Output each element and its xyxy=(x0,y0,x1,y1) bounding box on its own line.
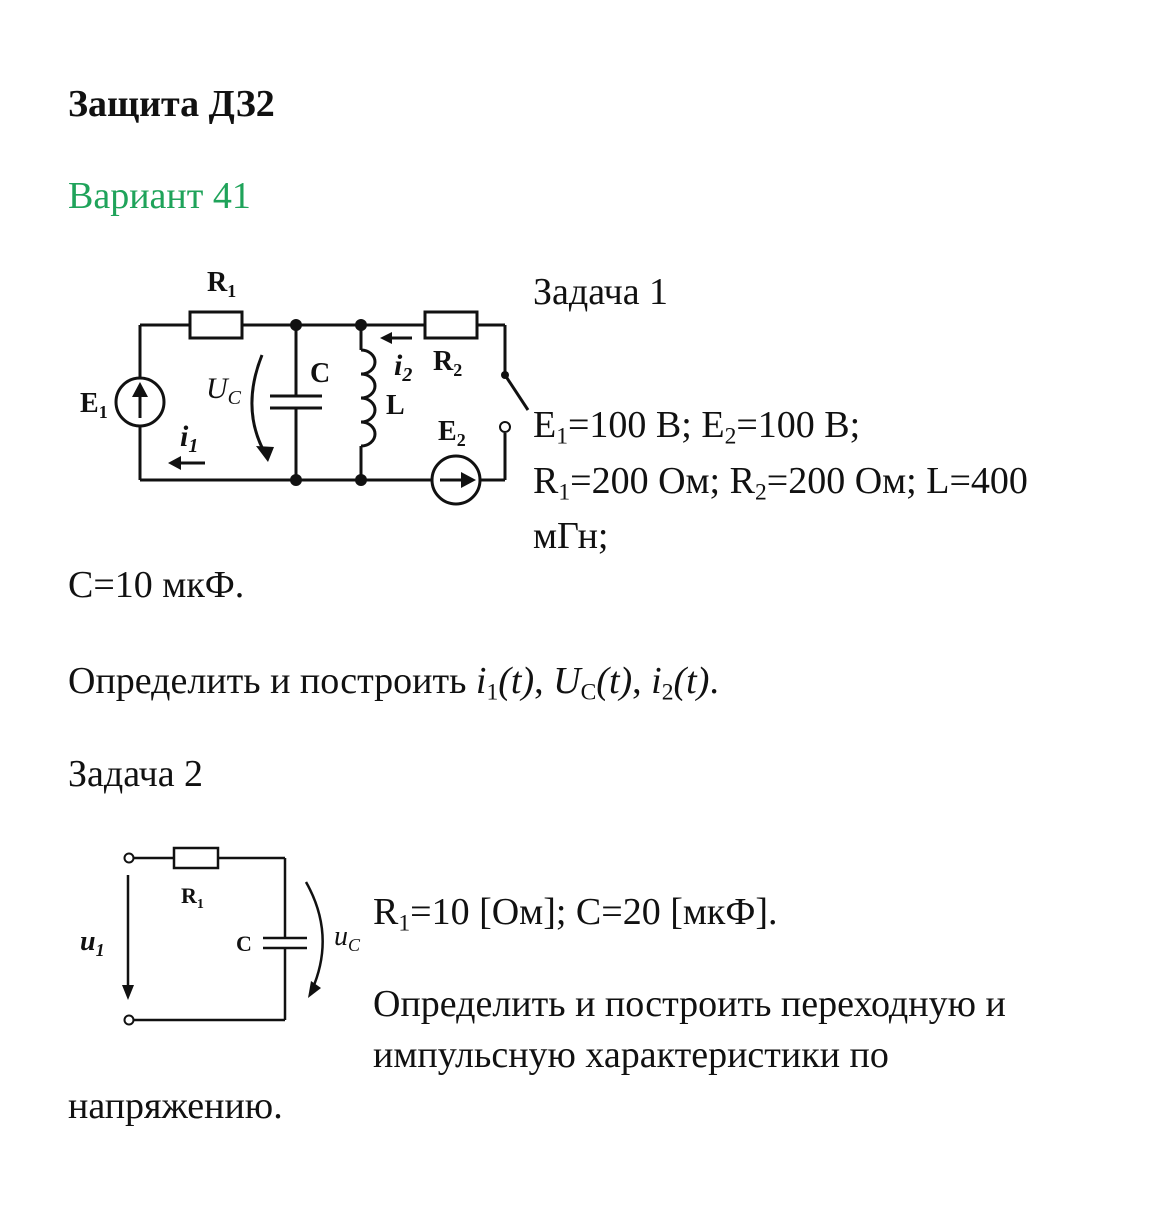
label-r1: $R_1$ xyxy=(207,267,237,301)
task2-text-line1: Определить и построить переходную и xyxy=(373,983,1006,1025)
task1-heading: Задача 1 xyxy=(533,271,669,313)
label-l: L xyxy=(386,390,405,421)
label-uc-task2: $u_C$ xyxy=(334,921,361,955)
page-title: Защита ДЗ2 xyxy=(68,83,275,125)
label-uc: $U_C$ xyxy=(206,372,242,409)
label-e1: $E_1$ xyxy=(80,388,108,422)
task1-params-line1: $E_1=100$ В; $E_2=100$ В; xyxy=(533,404,861,450)
task2-heading: Задача 2 xyxy=(68,753,204,795)
task1-params-line2: $R_1=200$ Ом; $R_2=200$ Ом; L=400 xyxy=(533,460,1028,506)
label-i2: $i_2$ xyxy=(394,349,413,386)
label-r2: $R_2$ xyxy=(433,346,463,380)
label-r1-task2: $R_1$ xyxy=(181,883,204,912)
task1-params-line4: С=10 мкФ. xyxy=(68,564,245,606)
label-c: C xyxy=(310,358,331,389)
label-u1: $u_1$ xyxy=(80,926,105,960)
variant-label: Вариант 41 xyxy=(68,175,251,217)
label-c-task2: C xyxy=(236,931,252,956)
task1-params-line3: мГн; xyxy=(533,515,609,557)
task1-task: Определить и построить $i_1(t)$, $U_C(t)$, $i_2(t)$. xyxy=(68,660,719,706)
uc2-arrow xyxy=(306,882,323,990)
label-i1: $i_1$ xyxy=(180,420,199,457)
resistor-r1-task2 xyxy=(174,848,218,868)
task2-text-line2: импульсную характеристики по xyxy=(373,1034,889,1076)
task2-text-line3: напряжению. xyxy=(68,1085,283,1127)
task2-params: $R_1=10$ [Ом]; С=20 [мкФ]. xyxy=(373,891,778,937)
label-e2: $E_2$ xyxy=(438,416,466,450)
